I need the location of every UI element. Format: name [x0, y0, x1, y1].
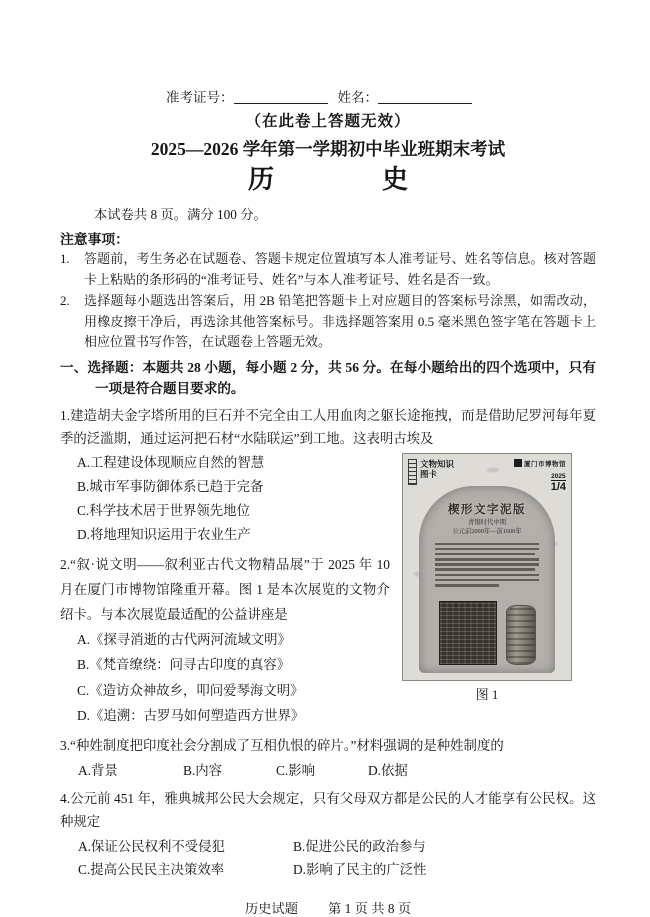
subject-char-1: 历 — [247, 165, 274, 194]
q2-option-a: A.《探寻消逝的古代两河流域文明》 — [77, 631, 291, 647]
figure-1 — [402, 453, 572, 703]
relic-card-image — [402, 453, 572, 681]
page-footer — [60, 898, 596, 917]
card-corner-label — [408, 459, 458, 485]
q4-options-grid — [60, 835, 596, 882]
exam-no-label: 准考证号： — [166, 90, 234, 105]
q3-option-b: B.内容 — [183, 762, 223, 778]
museum-name: 厦门市博物馆 — [524, 460, 566, 468]
question-4-stem: 4.公元前 451 年，雅典城邦公民大会规定，只有父母双方都是公民的人才能享有公民权。这种规定 — [60, 790, 596, 829]
q2-option-c: C.《造访众神故乡，叩问爱琴海文明》 — [77, 682, 304, 698]
q2-option-d: D.《追溯：古罗马如何塑造西方世界》 — [77, 708, 305, 723]
badge-number: 1/4 — [550, 480, 566, 493]
relic-title: 楔形文字泥版 — [448, 503, 526, 516]
question-2-stem: 2.“叙·说文明——叙利亚古代文物精品展”于 2025 年 10 月在厦门市博物馆隆重开幕。图 1 是本次展览的文物介绍卡。与本次展览最适配的公益讲座是 — [60, 556, 390, 622]
note-2-text: 选择题每小题选出答案后，用 2B 铅笔把答题卡上对应题目的答案标号涂黑，如需改动，用橡皮擦干净后，再选涂其他答案标号。非选择题答案用 0.5 毫米黑色签字笔在答题卡上相应位置书写作答，在试题卷上答题无效。 — [84, 293, 596, 349]
exam-no-blank — [234, 91, 328, 104]
paper-info: 本试卷共 8 页。满分 100 分。 — [94, 207, 267, 222]
q1-option-d: D.将地理知识运用于农业生产 — [77, 526, 251, 542]
question-1-stem: 1.建造胡夫金字塔所用的巨石并不完全由工人用血肉之躯长途拖拽，而是借助尼罗河每年夏季的泛滥期，通过运河把石材“水陆联运”到工地。这表明古埃及 — [60, 407, 596, 446]
subject-char-2: 史 — [382, 165, 409, 194]
q3-options-row — [60, 760, 596, 782]
q1-option-a: A.工程建设体现顺应自然的智慧 — [77, 454, 265, 470]
q1-option-c: C.科学技术居于世界领先地位 — [77, 502, 250, 518]
relic-date-range: 公元前2000年—前1600年 — [452, 528, 522, 535]
q3-option-c: C.影响 — [276, 762, 316, 778]
section-1-title: 一、选择题：本题共 28 小题，每小题 2 分，共 56 分。在每小题给出的四个选项中，只有一项是符合题目要求的。 — [60, 359, 596, 396]
q1-option-b: B.城市军事防御体系已趋于完备 — [77, 478, 264, 494]
q4-option-b: B.促进公民的政治参与 — [293, 838, 426, 854]
note-item-2 — [60, 291, 596, 353]
card-corner-text: 文物知识图卡 — [420, 458, 455, 479]
relic-photos — [419, 601, 555, 665]
subject-title — [60, 163, 596, 197]
exam-title: 2025—2026 学年第一学期初中毕业班期末考试 — [150, 139, 506, 159]
q3-option-d: D.依据 — [368, 762, 408, 778]
relic-description-lines — [435, 543, 539, 587]
q2-option-b: B.《梵音缭绕：问寻古印度的真容》 — [77, 657, 291, 672]
museum-row — [514, 459, 566, 468]
note-2-number: 2. — [60, 293, 70, 308]
question-3-stem: 3.“种姓制度把印度社会分割成了互相仇恨的碎片。”材料强调的是种姓制度的 — [60, 737, 504, 753]
footer-subject: 历史试题 — [244, 900, 299, 916]
invalid-notice: （在此卷上答题无效） — [245, 113, 411, 130]
name-label: 姓名： — [337, 90, 378, 105]
note-1-text: 答题前，考生务必在试题卷、答题卡规定位置填写本人准考证号、姓名等信息。核对答题卡上粘贴的条形码的“准考证号、姓名”与本人准考证号、姓名是否一致。 — [84, 251, 596, 287]
stele-shape — [419, 486, 555, 673]
card-number-badge — [551, 473, 566, 493]
note-item-1 — [60, 249, 596, 290]
q4-option-d: D.影响了民主的广泛性 — [293, 862, 427, 877]
card-museum-block — [514, 459, 566, 495]
name-blank — [378, 91, 472, 104]
note-1-number: 1. — [60, 251, 70, 266]
cylinder-seal-photo — [506, 605, 536, 665]
question-3-block — [60, 729, 596, 782]
q3-option-a: A.背景 — [78, 762, 118, 778]
museum-logo-icon — [514, 459, 522, 467]
notes-title: 注意事项： — [60, 232, 129, 247]
q4-option-a: A.保证公民权利不受侵犯 — [78, 838, 225, 854]
q4-option-c: C.提高公民民主决策效率 — [78, 862, 225, 877]
footer-page-info: 第 1 页 共 8 页 — [328, 900, 412, 916]
question-1-2-region — [60, 451, 596, 729]
clay-tablet-photo — [439, 601, 497, 665]
badge-year: 2025 — [551, 472, 566, 480]
relic-period: 青铜时代中期 — [468, 518, 506, 526]
candidate-id-line — [60, 86, 596, 106]
stamp-icon — [408, 459, 417, 485]
page-content — [60, 86, 596, 917]
figure-1-caption: 图 1 — [475, 686, 499, 702]
